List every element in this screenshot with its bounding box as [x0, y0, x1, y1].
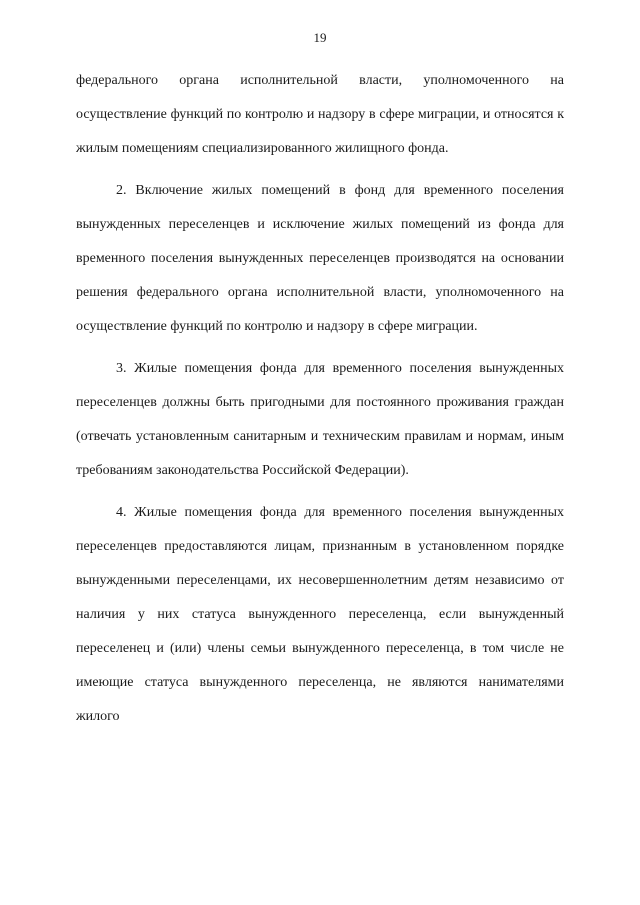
document-body	[76, 64, 564, 742]
page-number: 19	[313, 30, 327, 45]
paragraph-3: 3. Жилые помещения фонда для временного поселения вынужденных переселенцев должны быть пригодными для постоянного проживания граждан (отвечать установленным санитарным и техническим правилам и нормам, иным требованиям законодательства Российской Федерации).	[76, 361, 564, 478]
paragraph-4: 4. Жилые помещения фонда для временного поселения вынужденных переселенцев предоставляются лицам, признанным в установленном порядке вынужденными переселенцами, их несовершеннолетним детям независимо от наличия у них статуса вынужденного переселенца, если вынужденный переселенец и (или) члены семьи вынужденного переселенца, в том числе не имеющие статуса вынужденного переселенца, не являются нанимателями жилого	[76, 505, 564, 724]
paragraph-2: 2. Включение жилых помещений в фонд для временного поселения вынужденных переселенцев и исключение жилых помещений из фонда для временного поселения вынужденных переселенцев производятся на основании решения федерального органа исполнительной власти, уполномоченного на осуществление функций по контролю и надзору в сфере миграции.	[76, 183, 564, 334]
paragraph-continuation: федерального органа исполнительной власти, уполномоченного на осуществление функций по контролю и надзору в сфере миграции, и относятся к жилым помещениям специализированного жилищного фонда.	[76, 73, 564, 156]
